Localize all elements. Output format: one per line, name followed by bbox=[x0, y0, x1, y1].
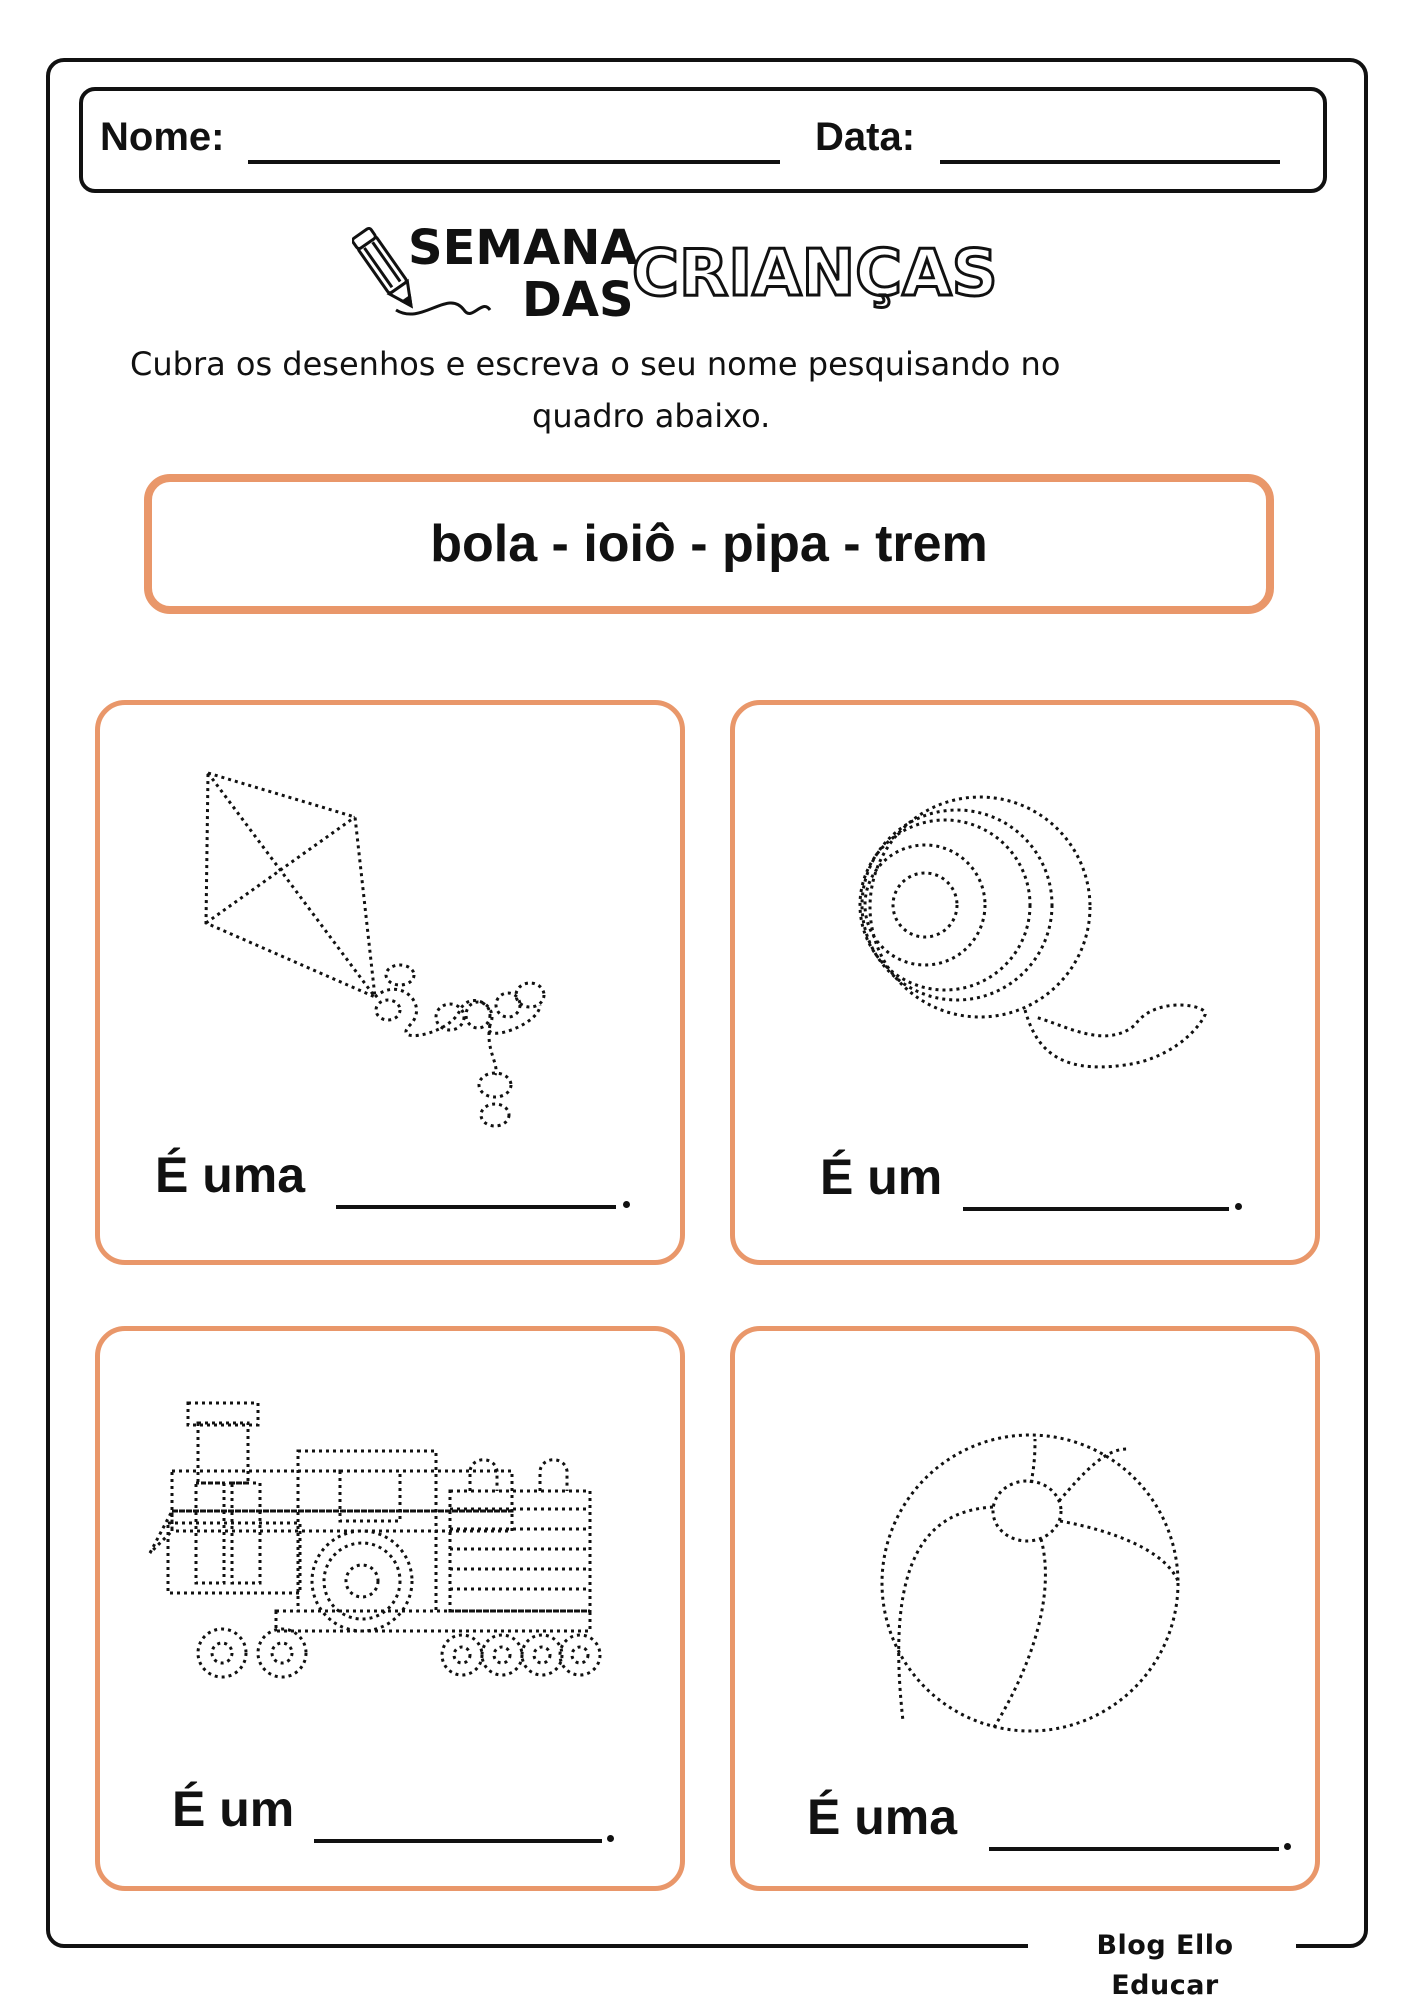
date-input-line[interactable] bbox=[940, 160, 1280, 164]
name-date-box bbox=[79, 87, 1327, 193]
answer-line-yoyo[interactable] bbox=[963, 1207, 1229, 1211]
period bbox=[607, 1835, 614, 1842]
caption-kite: É uma bbox=[155, 1147, 306, 1203]
word-bank-text: bola - ioiô - pipa - trem bbox=[430, 515, 988, 573]
answer-line-ball[interactable] bbox=[989, 1847, 1279, 1851]
answer-line-kite[interactable] bbox=[336, 1205, 616, 1209]
name-label: Nome: bbox=[100, 115, 225, 159]
period bbox=[623, 1201, 630, 1208]
caption-yoyo: É um bbox=[820, 1149, 943, 1205]
logo-line-criancas: CRIANÇAS bbox=[632, 237, 998, 311]
logo-line-semana: SEMANA bbox=[408, 220, 638, 276]
semana-das-criancas-logo bbox=[352, 218, 998, 336]
instruction-line-1: Cubra os desenhos e escreva o seu nome pesquisando no bbox=[130, 345, 1061, 383]
card-kite bbox=[95, 700, 685, 1265]
date-label: Data: bbox=[815, 115, 916, 159]
word-bank-box bbox=[144, 474, 1274, 614]
period bbox=[1284, 1843, 1291, 1850]
card-ball bbox=[730, 1326, 1320, 1891]
instruction-line-2: quadro abaixo. bbox=[532, 397, 771, 435]
answer-line-train[interactable] bbox=[314, 1839, 602, 1843]
card-yoyo bbox=[730, 700, 1320, 1265]
caption-train: É um bbox=[172, 1781, 295, 1837]
period bbox=[1235, 1203, 1242, 1210]
caption-ball: É uma bbox=[807, 1789, 958, 1845]
name-input-line[interactable] bbox=[248, 160, 780, 164]
card-train bbox=[95, 1326, 685, 1891]
logo-line-das: DAS bbox=[522, 272, 634, 328]
footer-credit: Blog Ello Educar bbox=[1096, 1930, 1234, 2001]
